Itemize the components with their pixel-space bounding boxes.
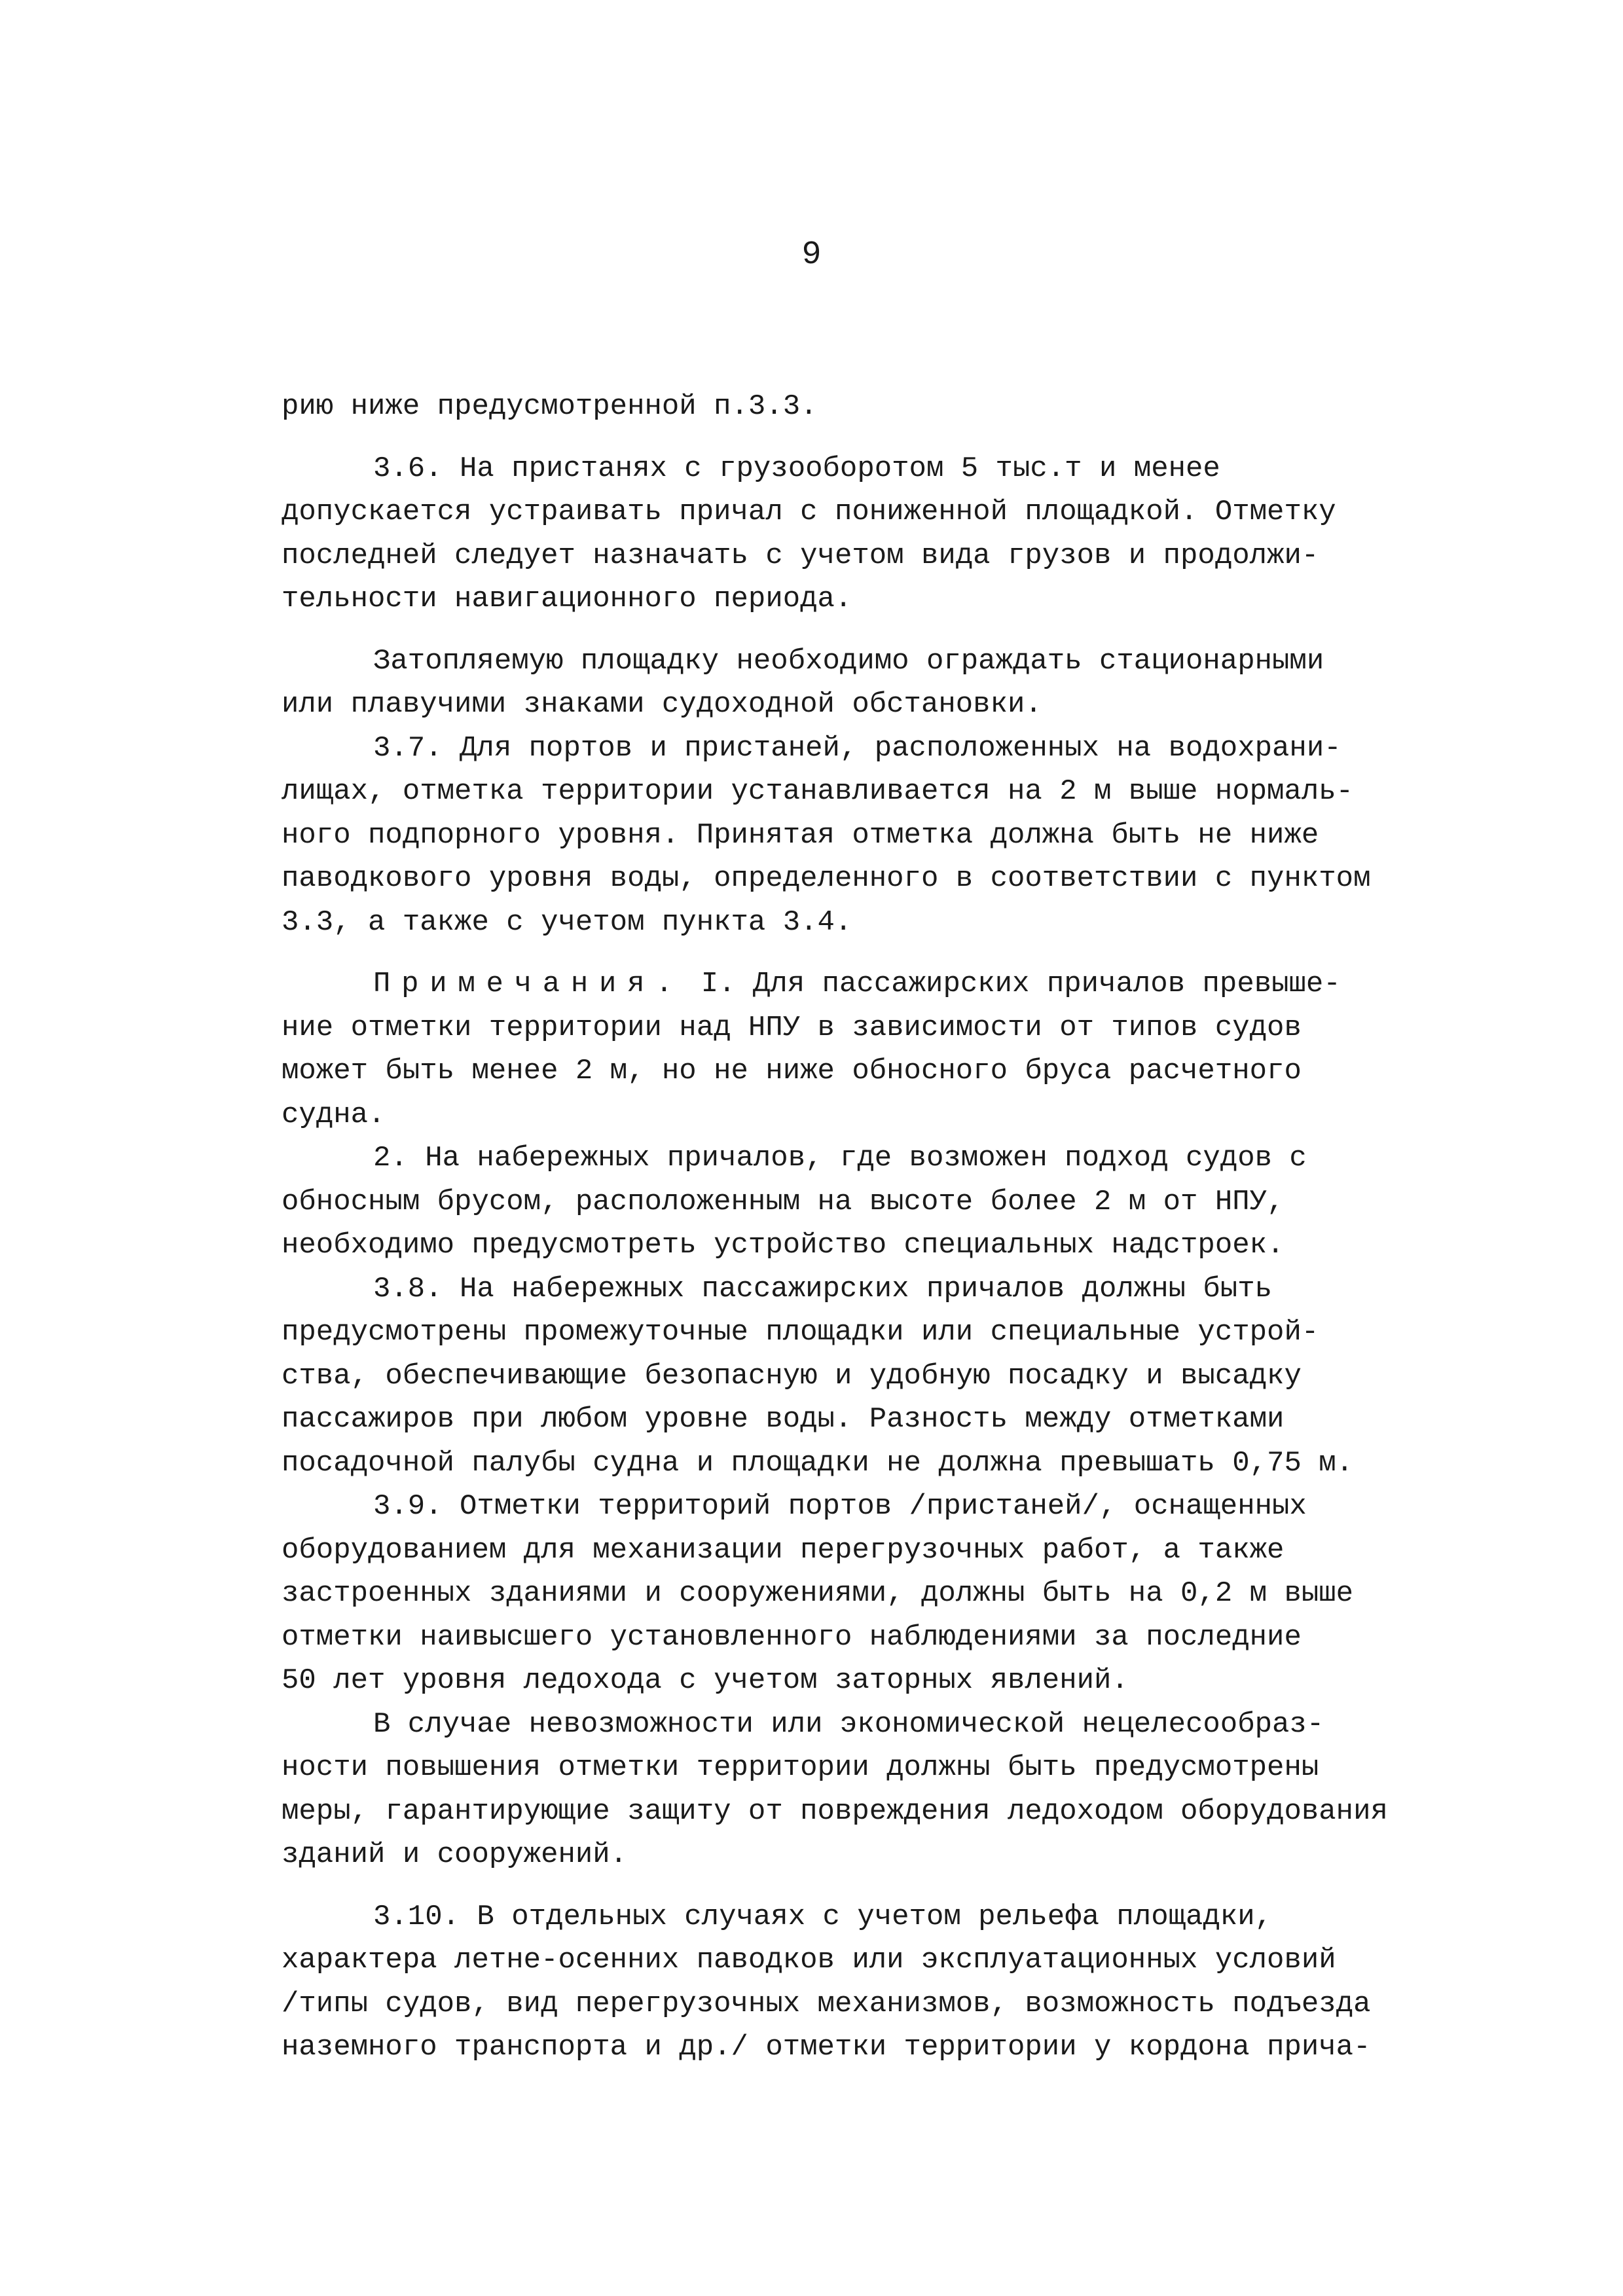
text-line: 3.3, а также с учетом пункта 3.4. — [282, 905, 852, 939]
text-line: наземного транспорта и др./ отметки территории у кордона прича- — [282, 2031, 1371, 2064]
text-line: допускается устраивать причал с пониженной площадкой. Отметку — [282, 496, 1336, 528]
text-line: предусмотрены промежуточные площадки или специальные устрой- — [282, 1316, 1319, 1349]
note-1-start: I. Для пассажирских причалов превыше- — [684, 968, 1341, 1000]
text-line: пассажиров при любом уровне воды. Разность между отметками — [282, 1403, 1285, 1436]
text-line: 50 лет уровня ледохода с учетом заторных явлений. — [282, 1664, 1129, 1697]
text-line: В случае невозможности или экономической нецелесообраз- — [373, 1707, 1324, 1741]
note-2: 2. На набережных причалов, где возможен подход судов с — [373, 1142, 1307, 1175]
text-line: зданий и сооружений. — [282, 1838, 628, 1871]
text-line: лищах, отметка территории устанавливается на 2 м выше нормаль- — [282, 775, 1354, 808]
paragraph-3-8: 3.8. На набережных пассажирских причалов должны быть — [373, 1272, 1273, 1305]
text-line: необходимо предусмотреть устройство специальных надстроек. — [282, 1229, 1285, 1262]
paragraph-3-9: 3.9. Отметки территорий портов /пристаней/, оснащенных — [373, 1490, 1307, 1523]
text-line: тельности навигационного периода. — [282, 583, 852, 615]
paragraph-3-10: 3.10. В отдельных случаях с учетом рельефа площадки, — [373, 1900, 1273, 1933]
notes-line — [282, 962, 1447, 1006]
text-line: /типы судов, вид перегрузочных механизмов, возможность подъезда — [282, 1987, 1371, 2020]
text-line: отметки наивысшего установленного наблюдениями за последние — [282, 1620, 1302, 1654]
text-line: обносным брусом, расположенным на высоте более 2 м от НПУ, — [282, 1185, 1285, 1218]
text-line: меры, гарантирующие защиту от повреждения ледоходом оборудования — [282, 1795, 1388, 1828]
text-line: посадочной палубы судна и площадки не должна превышать 0,75 м. — [282, 1446, 1354, 1480]
text-line: рию ниже предусмотренной п.3.3. — [282, 390, 818, 423]
text-line: застроенных зданиями и сооружениями, должны быть на 0,2 м выше — [282, 1577, 1354, 1610]
text-line: паводкового уровня воды, определенного в соответствии с пунктом — [282, 862, 1371, 895]
paragraph-3-7: 3.7. Для портов и пристаней, расположенных на водохрани- — [373, 731, 1341, 765]
page-number: 9 — [801, 236, 822, 274]
text-line: оборудованием для механизации перегрузочных работ, а также — [282, 1533, 1285, 1567]
text-line: ние отметки территории над НПУ в зависимости от типов судов — [282, 1011, 1302, 1044]
text-line: или плавучими знаками судоходной обстановки. — [282, 688, 1042, 721]
text-line: ности повышения отметки территории должны быть предусмотрены — [282, 1751, 1319, 1784]
text-line: Затопляемую площадку необходимо ограждать стационарными — [373, 644, 1324, 678]
paragraph-3-6: 3.6. На пристанях с грузооборотом 5 тыс.т и менее — [373, 452, 1220, 485]
text-line: судна. — [282, 1098, 386, 1131]
text-line: ного подпорного уровня. Принятая отметка должна быть не ниже — [282, 818, 1319, 852]
text-line: может быть менее 2 м, но не ниже обносного бруса расчетного — [282, 1055, 1302, 1087]
notes-heading: Примечания. — [373, 968, 684, 1000]
text-line: характера летне-осенних паводков или эксплуатационных условий — [282, 1944, 1336, 1977]
text-line: последней следует назначать с учетом вида грузов и продолжи- — [282, 539, 1319, 572]
text-line: ства, обеспечивающие безопасную и удобную посадку и высадку — [282, 1359, 1302, 1393]
document-body — [282, 385, 1447, 2069]
